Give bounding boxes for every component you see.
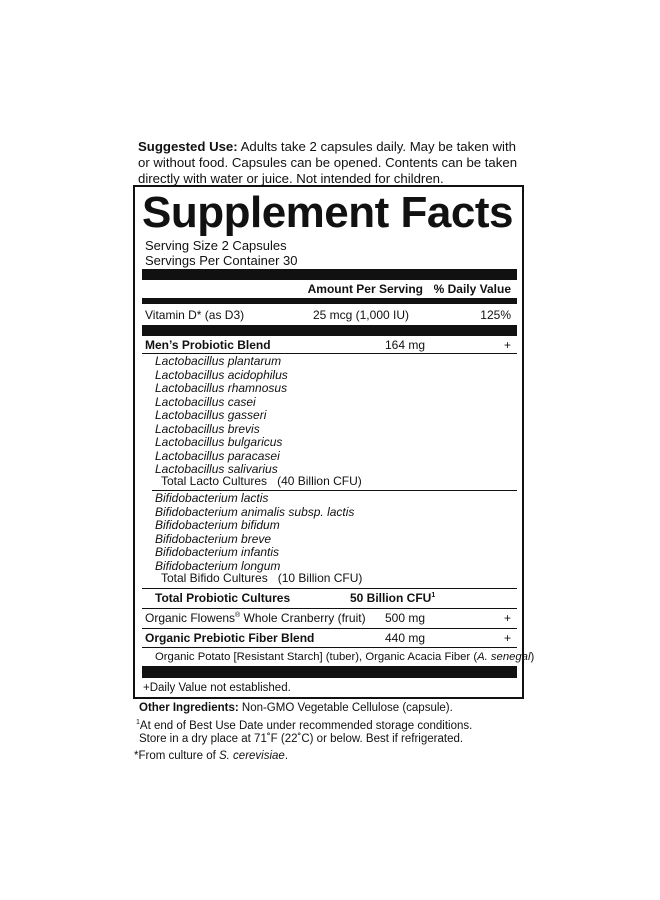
bifido-strain-item: Bifidobacterium bifidum <box>155 518 280 532</box>
cranberry-dv: + <box>503 611 511 625</box>
row-divider <box>142 647 517 648</box>
lacto-strain-item: Lactobacillus acidophilus <box>155 367 288 382</box>
lacto-strain-item: Lactobacillus bulgaricus <box>155 435 283 449</box>
other-ingredients <box>139 701 453 715</box>
lacto-total-label: Total Lacto Cultures <box>161 474 268 488</box>
suggested-use <box>138 139 523 187</box>
row-divider <box>142 588 517 589</box>
bifido-strain-item: Bifidobacterium longum <box>155 558 281 573</box>
lacto-strain-item: Lactobacillus salivarius <box>155 462 278 476</box>
thick-divider <box>142 325 517 336</box>
amount-per-serving-header: Amount Per Serving <box>307 282 423 296</box>
vitamin-d-dv: 125% <box>480 308 511 322</box>
vitamin-d-name: Vitamin D* (as D3) <box>145 308 245 322</box>
total-probiotic-row <box>155 591 513 606</box>
bifido-strain-list <box>155 492 354 573</box>
bifido-strain-item: Bifidobacterium lactis <box>155 491 269 505</box>
total-probiotic-amount: 50 Billion CFU$^1$ <box>350 591 436 605</box>
storage-note-line2: Store in a dry place at 71˚F (22˚C) or below. Best if refrigerated. <box>139 733 464 745</box>
bifido-total-cfu: (10 Billion CFU) <box>277 571 363 585</box>
bifido-strain-item: Bifidobacterium animalis subsp. lactis <box>155 504 355 519</box>
prebiotic-name: Organic Prebiotic Fiber Blend <box>145 631 315 645</box>
prebiotic-dv: + <box>503 631 511 645</box>
culture-note: *From culture of S. cerevisiae. <box>134 750 289 762</box>
prebiotic-detail: Organic Potato [Resistant Starch] (tuber), Organic Acacia Fiber (A. senegal) <box>155 651 535 663</box>
lacto-total <box>161 474 362 489</box>
lacto-strain-item: Lactobacillus plantarum <box>155 354 282 368</box>
probiotic-blend-name: Men’s Probiotic Blend <box>145 338 271 352</box>
thick-divider <box>142 666 517 678</box>
probiotic-blend-dv: + <box>503 338 511 352</box>
other-ingredients-text: Non-GMO Vegetable Cellulose (capsule). <box>238 702 453 714</box>
supplement-facts-panel <box>133 185 535 699</box>
probiotic-blend-row <box>145 338 513 353</box>
daily-value-footnote: +Daily Value not established. <box>143 682 291 694</box>
row-divider <box>142 628 517 629</box>
lacto-strain-item: Lactobacillus gasseri <box>155 408 267 422</box>
vitamin-d-row <box>145 308 513 323</box>
prebiotic-row <box>145 631 513 646</box>
lacto-total-cfu: (40 Billion CFU) <box>277 474 362 488</box>
servings-per-container: Servings Per Container 30 <box>145 253 298 268</box>
lacto-strain-item: Lactobacillus casei <box>155 394 256 409</box>
bifido-strain-item: Bifidobacterium infantis <box>155 545 280 559</box>
cranberry-amount: 500 mg <box>384 611 425 625</box>
cranberry-row <box>145 611 513 626</box>
suggested-use-label: Suggested Use: <box>138 139 238 154</box>
other-ingredients-label: Other Ingredients: <box>139 702 239 714</box>
row-divider <box>142 608 517 609</box>
bifido-strain-item: Bifidobacterium breve <box>155 531 272 546</box>
lacto-strain-item: Lactobacillus rhamnosus <box>155 381 288 395</box>
prebiotic-amount: 440 mg <box>384 631 425 645</box>
thick-divider <box>142 269 517 280</box>
lacto-strain-item: Lactobacillus brevis <box>155 421 260 436</box>
daily-value-header: % Daily Value <box>433 282 511 296</box>
cranberry-name: Organic Flowens® Whole Cranberry (fruit) <box>145 611 366 625</box>
bifido-total-label: Total Bifido Cultures <box>161 571 268 585</box>
probiotic-blend-amount: 164 mg <box>384 338 425 352</box>
storage-note-line1: $^1$At end of Best Use Date under recommended storage conditions. <box>136 719 473 732</box>
column-header-row <box>145 282 513 297</box>
lacto-strain-list <box>155 355 288 477</box>
panel-title: Supplement Facts <box>142 188 513 237</box>
total-probiotic-name: Total Probiotic Cultures <box>155 591 291 605</box>
bifido-total <box>161 571 362 586</box>
suggested-use-text: Adults take 2 capsules daily. May be taken with or without food. Capsules can be opened. Contents can be taken directly with water or juice. Not intended for children. <box>138 139 518 186</box>
vitamin-d-amount: 25 mcg (1,000 IU) <box>312 308 409 322</box>
lacto-strain-item: Lactobacillus paracasei <box>155 448 280 463</box>
serving-size: Serving Size 2 Capsules <box>145 238 287 253</box>
medium-divider <box>142 298 517 304</box>
